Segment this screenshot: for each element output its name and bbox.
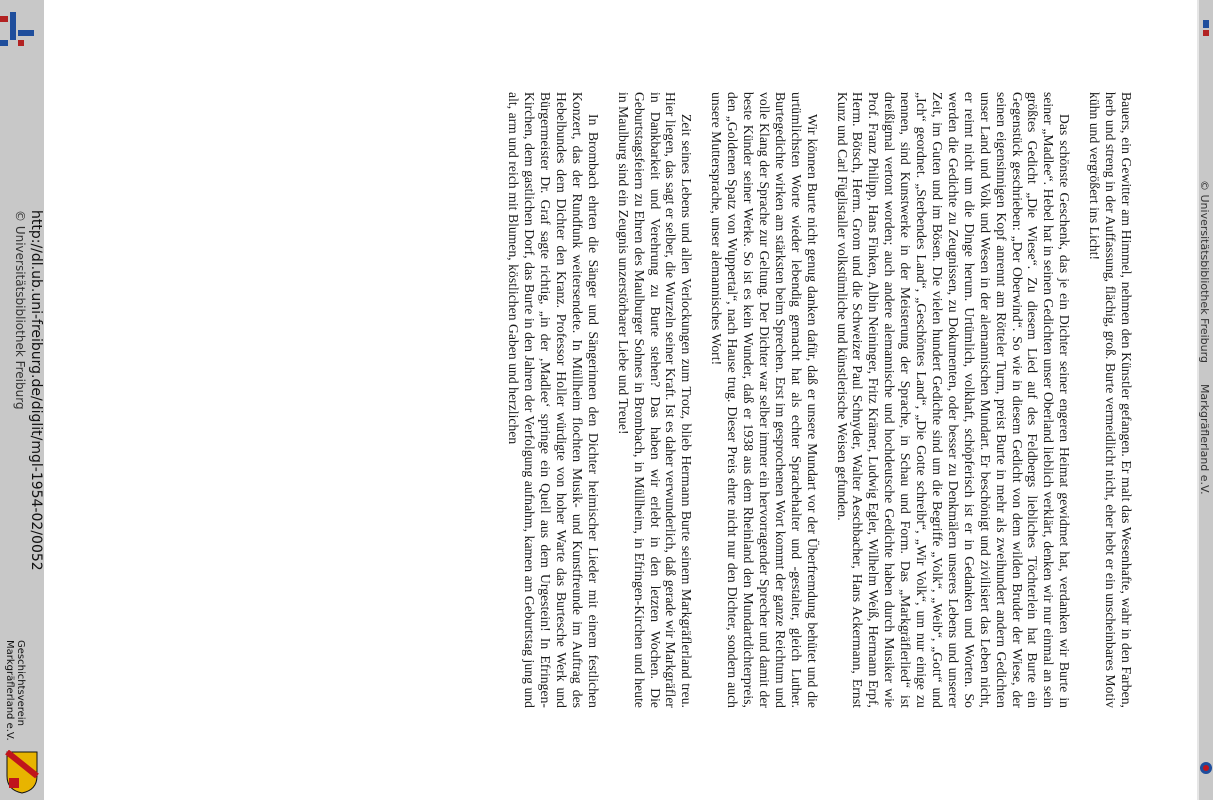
library-credit: © Universitätsbibliothek Freiburg [13, 210, 27, 410]
verein-line2: Markgräflerland e.V. [4, 640, 15, 741]
verein-label [4, 640, 26, 800]
right-library-credit: © Universitätsbibliothek Freiburg [1198, 180, 1211, 363]
right-verein: Markgräflerland e.V. [1198, 383, 1211, 495]
paragraph: In Brombach ehrten die Sänger und Sängerinnen den Dichter heimischer Lieder mit einem festlichen Konzert, das der Rundfunk weitersendete. In Müllheim flochten Musik- und Kunstfreunde im Auftrag des Hebelbundes dem Dichter den Kranz. Professor Holler würdigte von hoher Warte das Burtesche Werk und Bürgermeister Dr. Graf sagte richtig, „in der ‚Madlee‘ springe ein Quell aus dem Urgestein! In Efringen-Kirchen, dem gastlichen Dorf, das Burte in den Jahren der Verfolgung aufnahm, kamen am Geburtstag jung und alt, arm und reich mit Blumen, köstlichen Gaben und herzlichen [506, 92, 601, 708]
markgraeflerland-crest-icon [1199, 750, 1213, 786]
paragraph: Wir können Burte nicht genug danken dafür, daß er unsere Mundart vor der Überfremdung behütet und die urtümlichsten Worte wieder lebendig gemacht hat als echter Sprachehalter und -gestalter, gleich Luther. Burtegedichte wirken am stärksten beim Sprechen. Erst im gesprochenen Wort kommt der ganze Reichtum und volle Klang der Sprache zur Geltung. Der Dichter war selber immer ein hervorragender Sprecher und damit der beste Künder seiner Werke. So ist es kein Wunder, daß er 1938 aus dem Rheinland den Mundartdichterpreis, den „Goldenen Spatz von Wuppertal“, nach Hause trug. Dieser Preis ehrte nicht nur den Dichter, sondern auch unsere Muttersprache, unser alemannisches Wort! [709, 92, 820, 708]
right-stamp [1198, 180, 1211, 680]
rotated-page-content [214, 0, 1134, 800]
verein-line1: Geschichtsverein [15, 640, 26, 726]
ub-freiburg-logo-icon [0, 10, 44, 50]
article-text [491, 92, 1134, 708]
ub-freiburg-logo-icon [1201, 18, 1211, 40]
source-url[interactable]: http://dl.ub.uni-freiburg.de/diglit/mgl-1954-02/0052 [28, 210, 44, 571]
paragraph: Das schönste Geschenk, das je ein Dichter seiner engeren Heimat gewidmet hat, verdanken wir Burte in seiner „Madlee“. Hebel hat in seinen Gedichten unser Oberland lieblich verklärt, denken wir nur einmal an sein größtes Gedicht „Die Wiese“. Zu diesem Lied auf des Feldbergs liebliches Töchterlein hat Burte ein Gegenstück geschrieben: „Der Oberwind“. So wie in diesem Gedicht von dem wilden Bruder der Wiese, der seinen eigensinnigen Kopf anrennt am Rötteler Turm, preist Burte in mehr als zweihundert andern Gedichten unser Land und Volk und Wesen in der alemannischen Mundart. Er beschönigt und zivilisiert das Leben nicht, er reimt nicht um die Dinge herum. Urtümlich, volkhaft, schöpferisch ist er in Gedanken und Worten. So werden die Gedichte zu Zeugnissen, zu Dokumenten, oder besser zu Denkmälern unseres Lebens und unserer Zeit, im Guten und im Bösen. Die vielen hundert Gedichte sind um die Begriffe „Volk“, „Weib“, „Gott“ und „Ich“ geordnet. „Sterbendes Land“, „Geschöntes Land“, „Die Gotte schreibt“, „Wir Volk“, um nur einige zu nennen, sind Kunstwerke in der Meisterung der Sprache, in Schau und Form. Das „Markgräflerlied“ ist dreißigmal vertont worden; auch andere alemannische und hochdeutsche Gedichte haben durch Musiker wie Prof. Franz Philipp, Hans Finken, Albin Neininger, Fritz Krämer, Ludwig Egler, Wilhelm Weiß, Hermann Erpf, Herm. Bötsch, Herm. Grom und die Schweizer Paul Schnyder, Walter Aeschbacher, Hans Ackermann, Ernst Kunz und Carl Füglistaller volkstümliche und künstlerische Weisen gefunden. [834, 92, 1073, 708]
paragraph: Bauers, ein Gewitter am Himmel, nehmen den Künstler gefangen. Er malt das Wesenhafte, wahr in den Farben, herb und streng in der Auffassung, flächig, groß. Burte vermeidlicht nicht, eher hebt er ein unscheinbares Motiv kühn und vergrößert ins Licht! [1087, 92, 1134, 708]
paragraph: Zeit seines Lebens und allen Verlockungen zum Trotz, blieb Hermann Burte seinem Markgräflerland treu. Hier liegen, das sagt er selber, die Wurzeln seiner Kraft. Ist es daher verwunderlich, daß gerade wir Markgräfler in Dankbarkeit und Verehrung zu Burte stehen? Das haben wir erlebt in den letzten Wochen. Die Geburtstagsfeiern zu Ehren des Maulburger Sohnes in Brombach, in Müllheim, in Efringen-Kirchen und heute in Maulburg sind ein Zeugnis unzerstörbarer Liebe und Treue! [615, 92, 695, 708]
scanned-page [44, 0, 1197, 800]
